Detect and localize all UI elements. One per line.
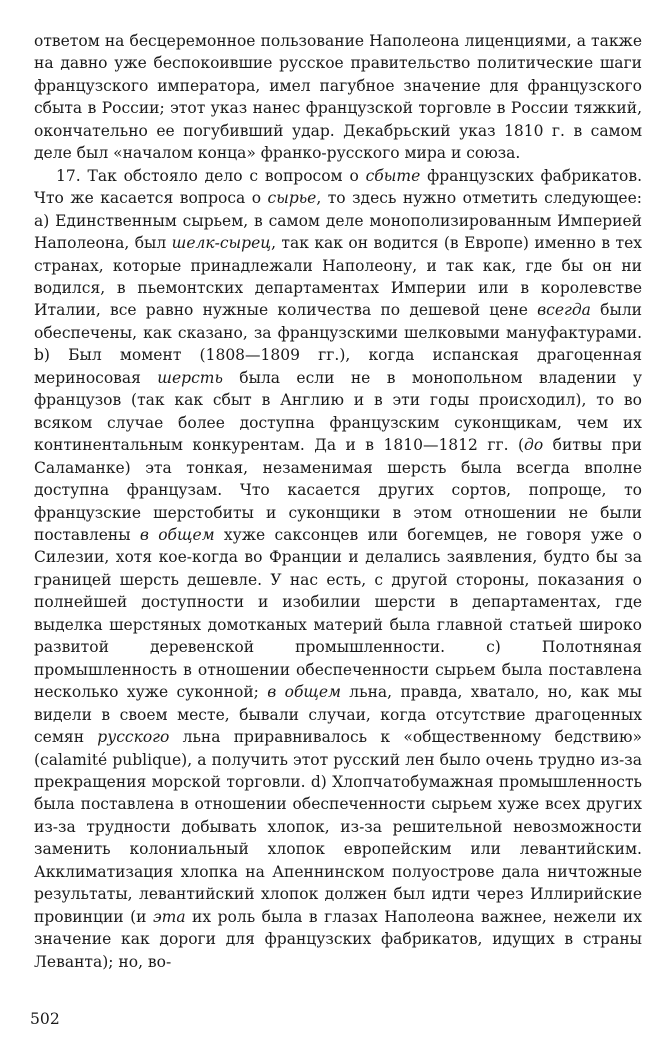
paragraph-text: , так как он водится (в Европе) именно в тех странах, которые принадлежали Наполеону, и так как, где бы он ни водился, в пьемонтских департаментах Империи или в королевстве Италии, все равно нужные количества по дешевой цене [34,234,642,320]
paragraph-section-17 [34,165,642,973]
emphasis-text: эта [152,907,186,926]
paragraph-text: хуже саксонцев или богемцев, не говоря уже о Силезии, хотя кое-когда во Франции и делались заявления, будто бы за границей шерсть дешевле. У нас есть, с другой стороны, показания о полнейшей доступности и изобилии шерсти в департаментах, где выделка шерстяных домотканых материй была главной статьей широко развитой деревенской промышленности. c) Полотняная промышленность в отношении обеспеченности сырьем была поставлена несколько хуже суконной; [34,525,643,702]
paragraph-text: была если не в монопольном владении у французов (так как сбыт в Англию и в эти годы происходил), то во всяком случае более доступна французским суконщикам, чем их континентальным конкурентам. Да и в 1810—1812 гг. ( [34,368,642,455]
emphasis-text: сырье [267,189,317,208]
paragraph-text: 17. Так обстояло дело с вопросом о [56,166,366,185]
paragraph-text: были обеспечены, как сказано, за французскими шелковыми мануфактурами. b) Был момент (1808—1809 гг.), когда испанская драгоценная мериносовая [34,301,642,387]
emphasis-text: в общем [139,525,215,544]
paragraph-text: их роль была в глазах Наполеона важнее, нежели их значение как дороги для французских фабрикатов, идущих в страны Леванта); но, во- [34,907,642,971]
emphasis-text: русского [97,728,170,747]
emphasis-text: всегда [537,301,591,320]
paragraph-text: льна приравнивалось к «общественному бедствию» (calamité publique), а получить этот русский лен было очень трудно из-за прекращения морской торговли. d) Хлопчатобумажная промышленность была поставлена в отношении обеспеченности сырьем хуже всех других из-за трудности добывать хлопок, из-за решительной невозможности заменить колониальный хлопок европейским или левантийским. Акклиматизация хлопка на Апеннинском полуострове дала ничтожные результаты, левантийский хлопок должен был идти через Иллирийские провинции (и [34,728,642,926]
emphasis-text: сбыте [365,166,421,185]
paragraph-continuation: ответом на бесцеремонное пользование Наполеона лиценциями, а также на давно уже беспокоившие русское правительство политические шаги французского императора, имел пагубное значение для французского сбыта в России; этот указ нанес французской торговле в России тяжкий, окончательно ее погубивший удар. Декабрьский указ 1810 г. в самом деле был «началом конца» франко-русского мира и союза. [34,32,642,163]
page-number: 502 [30,1010,60,1028]
emphasis-text: шерсть [157,368,223,387]
emphasis-text: шелк-сырец [171,234,272,253]
paragraph-text: французских фабрикатов. Что же касается вопроса о [34,166,642,208]
emphasis-text: до [524,436,544,455]
paragraph-text: льна, правда, хватало, но, как мы видели в своем месте, бывали случаи, когда отсутствие драгоценных семян [34,683,643,747]
document-page [34,30,642,973]
emphasis-text: в общем [267,683,341,702]
paragraph-text: битвы при Саламанке) эта тонкая, незаменимая шерсть была всегда вполне доступна французам. Что касается других сортов, попроще, то французские шерстобиты и суконщики в этом отношении не были поставлены [34,436,642,544]
paragraph-text: , то здесь нужно отметить следующее: a) Единственным сырьем, в самом деле монополизированным Империей Наполеона, был [34,189,642,253]
